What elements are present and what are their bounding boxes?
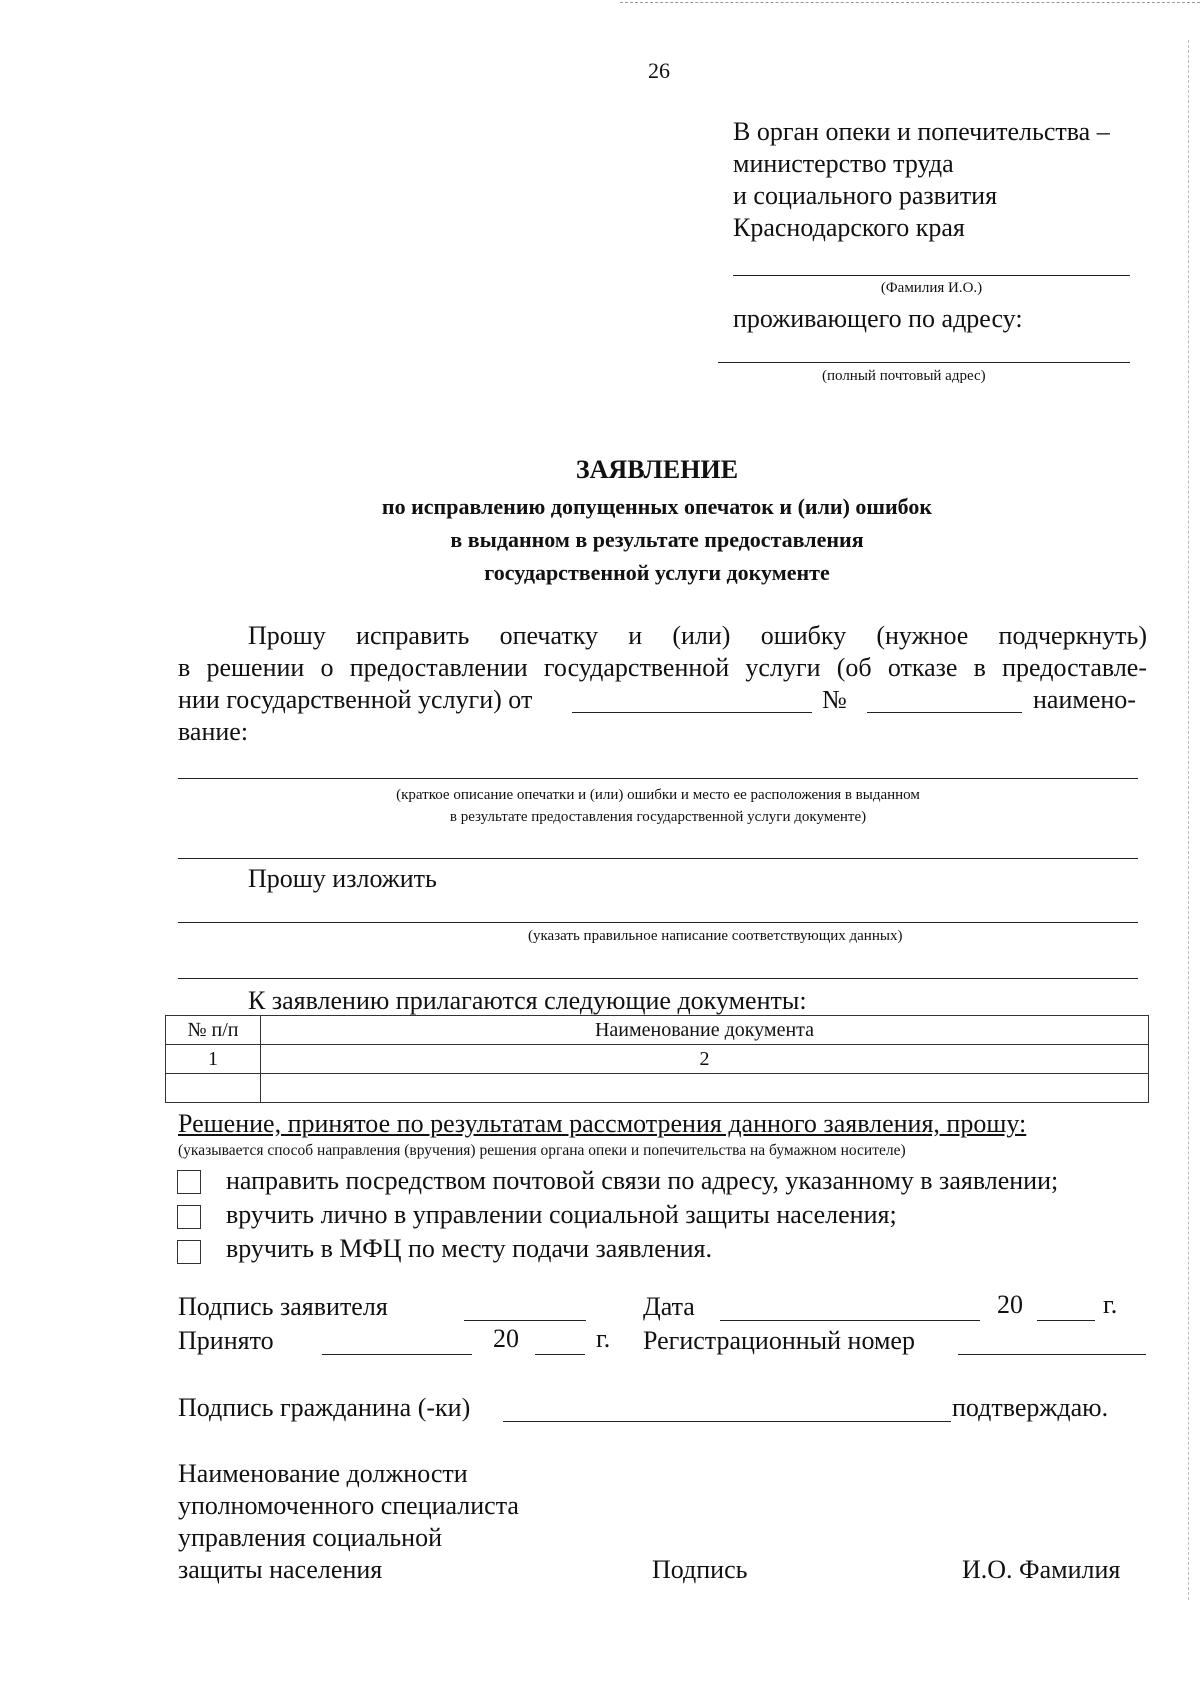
- table-cell[interactable]: [261, 1074, 1149, 1103]
- sign-label: Подпись: [652, 1555, 748, 1584]
- fio-label: И.О. Фамилия: [962, 1555, 1121, 1584]
- address-caption: (полный почтовый адрес): [822, 368, 986, 384]
- applicant-name-field[interactable]: [733, 275, 1130, 276]
- request-line-2: в решении о предоставлении государственной услуги (об отказе в предоставле-: [178, 653, 1147, 682]
- residence-label: проживающего по адресу:: [733, 304, 1023, 333]
- accepted-year-suffix: г.: [596, 1324, 611, 1353]
- citizen-signature-field[interactable]: [503, 1421, 951, 1422]
- error-caption: [178, 784, 1138, 828]
- reg-number-label: Регистрационный номер: [643, 1326, 915, 1355]
- decision-title: Решение, принятое по результатам рассмотрения данного заявления, прошу:: [178, 1109, 1027, 1138]
- document-subtitle: [165, 490, 1149, 589]
- checkbox-post[interactable]: [177, 1170, 201, 1194]
- caption-line: (краткое описание опечатки и (или) ошибки и место ее расположения в выданном: [396, 787, 920, 803]
- subtitle-line: государственной услуги документе: [484, 560, 830, 585]
- year-field[interactable]: [1037, 1320, 1095, 1321]
- date-field[interactable]: [720, 1320, 980, 1321]
- top-edge-line: [620, 2, 1200, 3]
- accepted-label: Принято: [178, 1326, 274, 1355]
- position-block: [178, 1458, 519, 1586]
- correct-data-field[interactable]: [178, 922, 1138, 923]
- option-post: направить посредством почтовой связи по адресу, указанному в заявлении;: [226, 1166, 1059, 1195]
- applicant-signature-label: Подпись заявителя: [178, 1292, 388, 1321]
- position-line: управления социальной: [178, 1523, 442, 1552]
- addressee-line: министерство труда: [733, 149, 954, 178]
- checkbox-in-person[interactable]: [177, 1205, 201, 1229]
- request-line-1: Прошу исправить опечатку и (или) ошибку (нужное подчеркнуть): [248, 621, 1147, 650]
- request-line-4: вание:: [178, 717, 249, 746]
- error-description-field[interactable]: [178, 778, 1138, 779]
- position-line: защиты населения: [178, 1555, 383, 1584]
- attachments-label: К заявлению прилагаются следующие документы:: [248, 986, 807, 1015]
- correct-caption: (указать правильное написание соответствующих данных): [528, 928, 903, 944]
- position-line: Наименование должности: [178, 1459, 468, 1488]
- table-header-row: [166, 1016, 1149, 1045]
- table-header: Наименование документа: [261, 1016, 1149, 1045]
- table-cell: 2: [261, 1045, 1149, 1074]
- caption-line: в результате предоставления государственной услуги документе): [449, 809, 867, 825]
- citizen-signature-label: Подпись гражданина (-ки): [178, 1393, 471, 1422]
- table-row[interactable]: [166, 1074, 1149, 1103]
- number-sign: №: [822, 685, 847, 714]
- reg-number-field[interactable]: [958, 1354, 1146, 1355]
- option-in-person: вручить лично в управлении социальной защиты населения;: [226, 1200, 897, 1229]
- accepted-year-field[interactable]: [535, 1354, 585, 1355]
- table-row: [166, 1045, 1149, 1074]
- position-line: уполномоченного специалиста: [178, 1491, 519, 1520]
- addressee-line: В орган опеки и попечительства –: [733, 117, 1110, 146]
- accepted-date-field[interactable]: [322, 1354, 472, 1355]
- address-field[interactable]: [718, 362, 1130, 363]
- confirm-label: подтверждаю.: [952, 1393, 1109, 1422]
- checkbox-mfc[interactable]: [177, 1240, 201, 1264]
- request-line-3b: наимено-: [1033, 685, 1136, 714]
- decision-date-field[interactable]: [572, 712, 812, 713]
- correct-data-field-2[interactable]: [178, 978, 1138, 979]
- addressee-line: и социального развития: [733, 181, 998, 210]
- error-description-field-2[interactable]: [178, 858, 1138, 859]
- table-header: № п/п: [166, 1016, 261, 1045]
- document-title: ЗАЯВЛЕНИЕ: [575, 455, 739, 484]
- decision-number-field[interactable]: [867, 712, 1022, 713]
- attachments-table: [165, 1015, 1149, 1103]
- year-suffix: г.: [1103, 1290, 1118, 1319]
- page-number: 26: [648, 58, 670, 83]
- table-cell[interactable]: [166, 1074, 261, 1103]
- request-line-3a: нии государственной услуги) от: [178, 685, 533, 714]
- addressee-block: [733, 116, 1110, 244]
- subtitle-line: в выданном в результате предоставления: [450, 527, 864, 552]
- addressee-line: Краснодарского края: [733, 213, 965, 242]
- decision-note: (указывается способ направления (вручения) решения органа опеки и попечительства на бумажном носителе): [178, 1142, 906, 1159]
- right-edge-line: [1188, 40, 1189, 1600]
- date-label: Дата: [643, 1292, 695, 1321]
- accepted-year-prefix: 20: [493, 1324, 519, 1353]
- name-caption: (Фамилия И.О.): [880, 280, 983, 296]
- subtitle-line: по исправлению допущенных опечаток и (или) ошибок: [381, 494, 933, 519]
- year-prefix: 20: [997, 1290, 1023, 1319]
- option-mfc: вручить в МФЦ по месту подачи заявления.: [226, 1234, 713, 1263]
- ask-state-label: Прошу изложить: [248, 864, 437, 893]
- table-cell: 1: [166, 1045, 261, 1074]
- applicant-signature-field[interactable]: [464, 1320, 586, 1321]
